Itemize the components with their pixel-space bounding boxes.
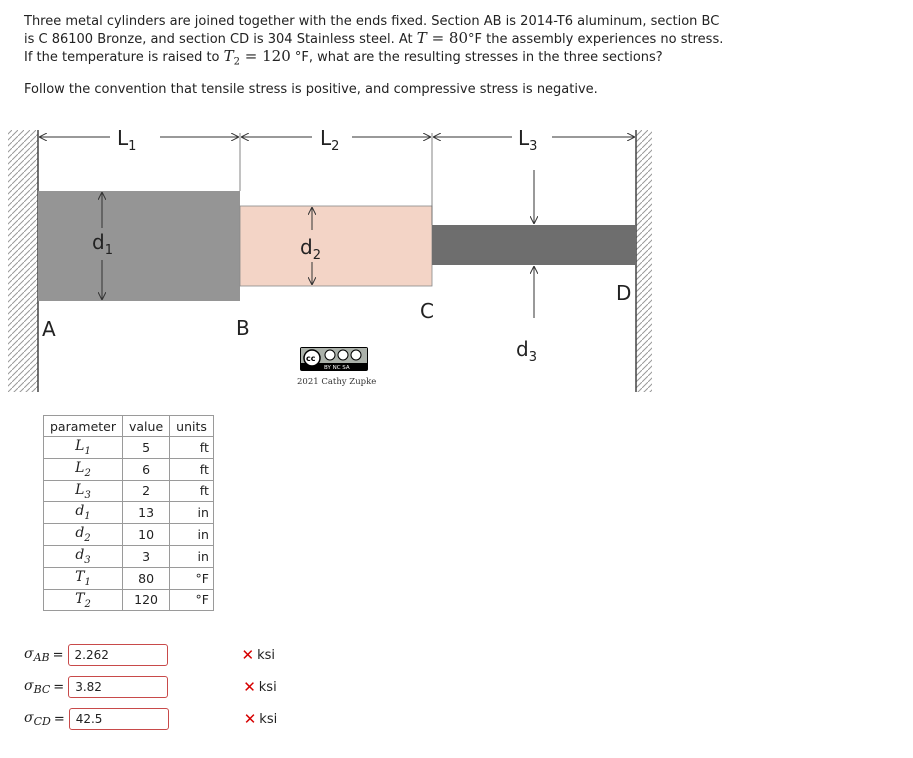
svg-text:L1: $L_1$ — [117, 126, 137, 154]
sign-convention: Follow the convention that tensile stress is positive, and compressive stress is negative. — [24, 82, 598, 97]
value-cell: 3 — [123, 545, 170, 567]
sigma-cd-label: $\sigma_{CD}$ — [24, 710, 51, 728]
sigma-cd-input[interactable] — [69, 708, 169, 730]
problem-statement — [24, 13, 894, 71]
table-row — [44, 437, 214, 459]
sigma-ab-label: $\sigma_{AB}$ — [24, 646, 50, 664]
table-header-row — [44, 416, 214, 437]
section-cd-cylinder — [432, 225, 636, 265]
unit-cell: ft — [170, 480, 214, 502]
parameter-table — [43, 415, 214, 611]
header-value: value — [123, 416, 170, 437]
sigma-ab-input[interactable] — [68, 644, 168, 666]
dimension-l2 — [242, 126, 430, 154]
header-parameter: parameter — [44, 416, 123, 437]
sigma-bc-input[interactable] — [68, 676, 168, 698]
table-row — [44, 502, 214, 524]
left-wall — [8, 130, 38, 392]
incorrect-icon: ✕ — [243, 678, 256, 696]
problem-line-2: is C 86100 Bronze, and section CD is 304 Stainless steel. At T = 80°F the assembly experiences no stress. — [24, 29, 724, 47]
table-row — [44, 480, 214, 502]
section-ab-cylinder — [38, 191, 240, 301]
unit-label: ksi — [257, 647, 275, 663]
unit-cell: ft — [170, 458, 214, 480]
right-wall — [636, 130, 652, 392]
cc-license-badge — [300, 347, 368, 371]
dimension-l1 — [40, 126, 238, 154]
svg-text:L2: $L_2$ — [320, 126, 340, 154]
point-d-label: D — [616, 281, 632, 305]
header-units: units — [170, 416, 214, 437]
incorrect-icon: ✕ — [243, 710, 257, 728]
answer-row-bc: $\sigma_{BC}$ = 3.82 ✕ ksi — [24, 673, 277, 701]
point-b-label: B — [236, 316, 250, 340]
svg-text:cc: cc — [306, 354, 316, 363]
dimension-l3 — [434, 126, 634, 154]
unit-label: ksi — [259, 711, 278, 727]
param-cell: $L_2$ — [44, 458, 123, 480]
problem-line-1: Three metal cylinders are joined together with the ends fixed. Section AB is 2014-T6 aluminum, section BC — [24, 14, 720, 29]
value-cell: 13 — [123, 502, 170, 524]
svg-text:BY NC SA: BY NC SA — [324, 365, 350, 371]
unit-cell: °F — [170, 589, 214, 611]
value-cell: 5 — [123, 437, 170, 459]
sigma-bc-label: $\sigma_{BC}$ — [24, 678, 51, 696]
table-row — [44, 458, 214, 480]
cylinder-assembly-figure — [0, 118, 913, 398]
param-cell: $L_1$ — [44, 437, 123, 459]
section-bc-cylinder — [240, 206, 432, 286]
unit-cell: in — [170, 524, 214, 546]
svg-text:d3: $d_3$ — [516, 337, 537, 365]
table-row — [44, 567, 214, 589]
answer-row-cd: $\sigma_{CD}$ = 42.5 ✕ ksi — [24, 705, 277, 733]
table-row — [44, 524, 214, 546]
param-cell: $L_3$ — [44, 480, 123, 502]
param-cell: $d_1$ — [44, 502, 123, 524]
figure-credit: 2021 Cathy Zupke — [297, 377, 377, 387]
value-cell: 80 — [123, 567, 170, 589]
table-row — [44, 589, 214, 611]
answer-row-ab: $\sigma_{AB}$ = 2.262 ✕ ksi — [24, 641, 275, 669]
param-cell: $T_1$ — [44, 567, 123, 589]
unit-cell: in — [170, 545, 214, 567]
value-cell: 2 — [123, 480, 170, 502]
value-cell: 6 — [123, 458, 170, 480]
param-cell: $d_3$ — [44, 545, 123, 567]
problem-line-3: If the temperature is raised to $T_2 = 120$ °F, what are the resulting stresses in the three sections? — [24, 47, 663, 68]
unit-cell: in — [170, 502, 214, 524]
dimension-d3 — [516, 170, 537, 365]
unit-label: ksi — [258, 679, 277, 695]
param-cell: $T_2$ — [44, 589, 123, 611]
point-a-label: A — [42, 317, 56, 341]
value-cell: 10 — [123, 524, 170, 546]
point-c-label: C — [420, 299, 434, 323]
svg-text:d2: $d_2$ — [300, 235, 321, 263]
unit-cell: °F — [170, 567, 214, 589]
incorrect-icon: ✕ — [241, 646, 255, 664]
svg-text:d1: $d_1$ — [92, 230, 113, 258]
svg-text:L3: $L_3$ — [518, 126, 538, 154]
table-row — [44, 545, 214, 567]
param-cell: $d_2$ — [44, 524, 123, 546]
unit-cell: ft — [170, 437, 214, 459]
value-cell: 120 — [123, 589, 170, 611]
